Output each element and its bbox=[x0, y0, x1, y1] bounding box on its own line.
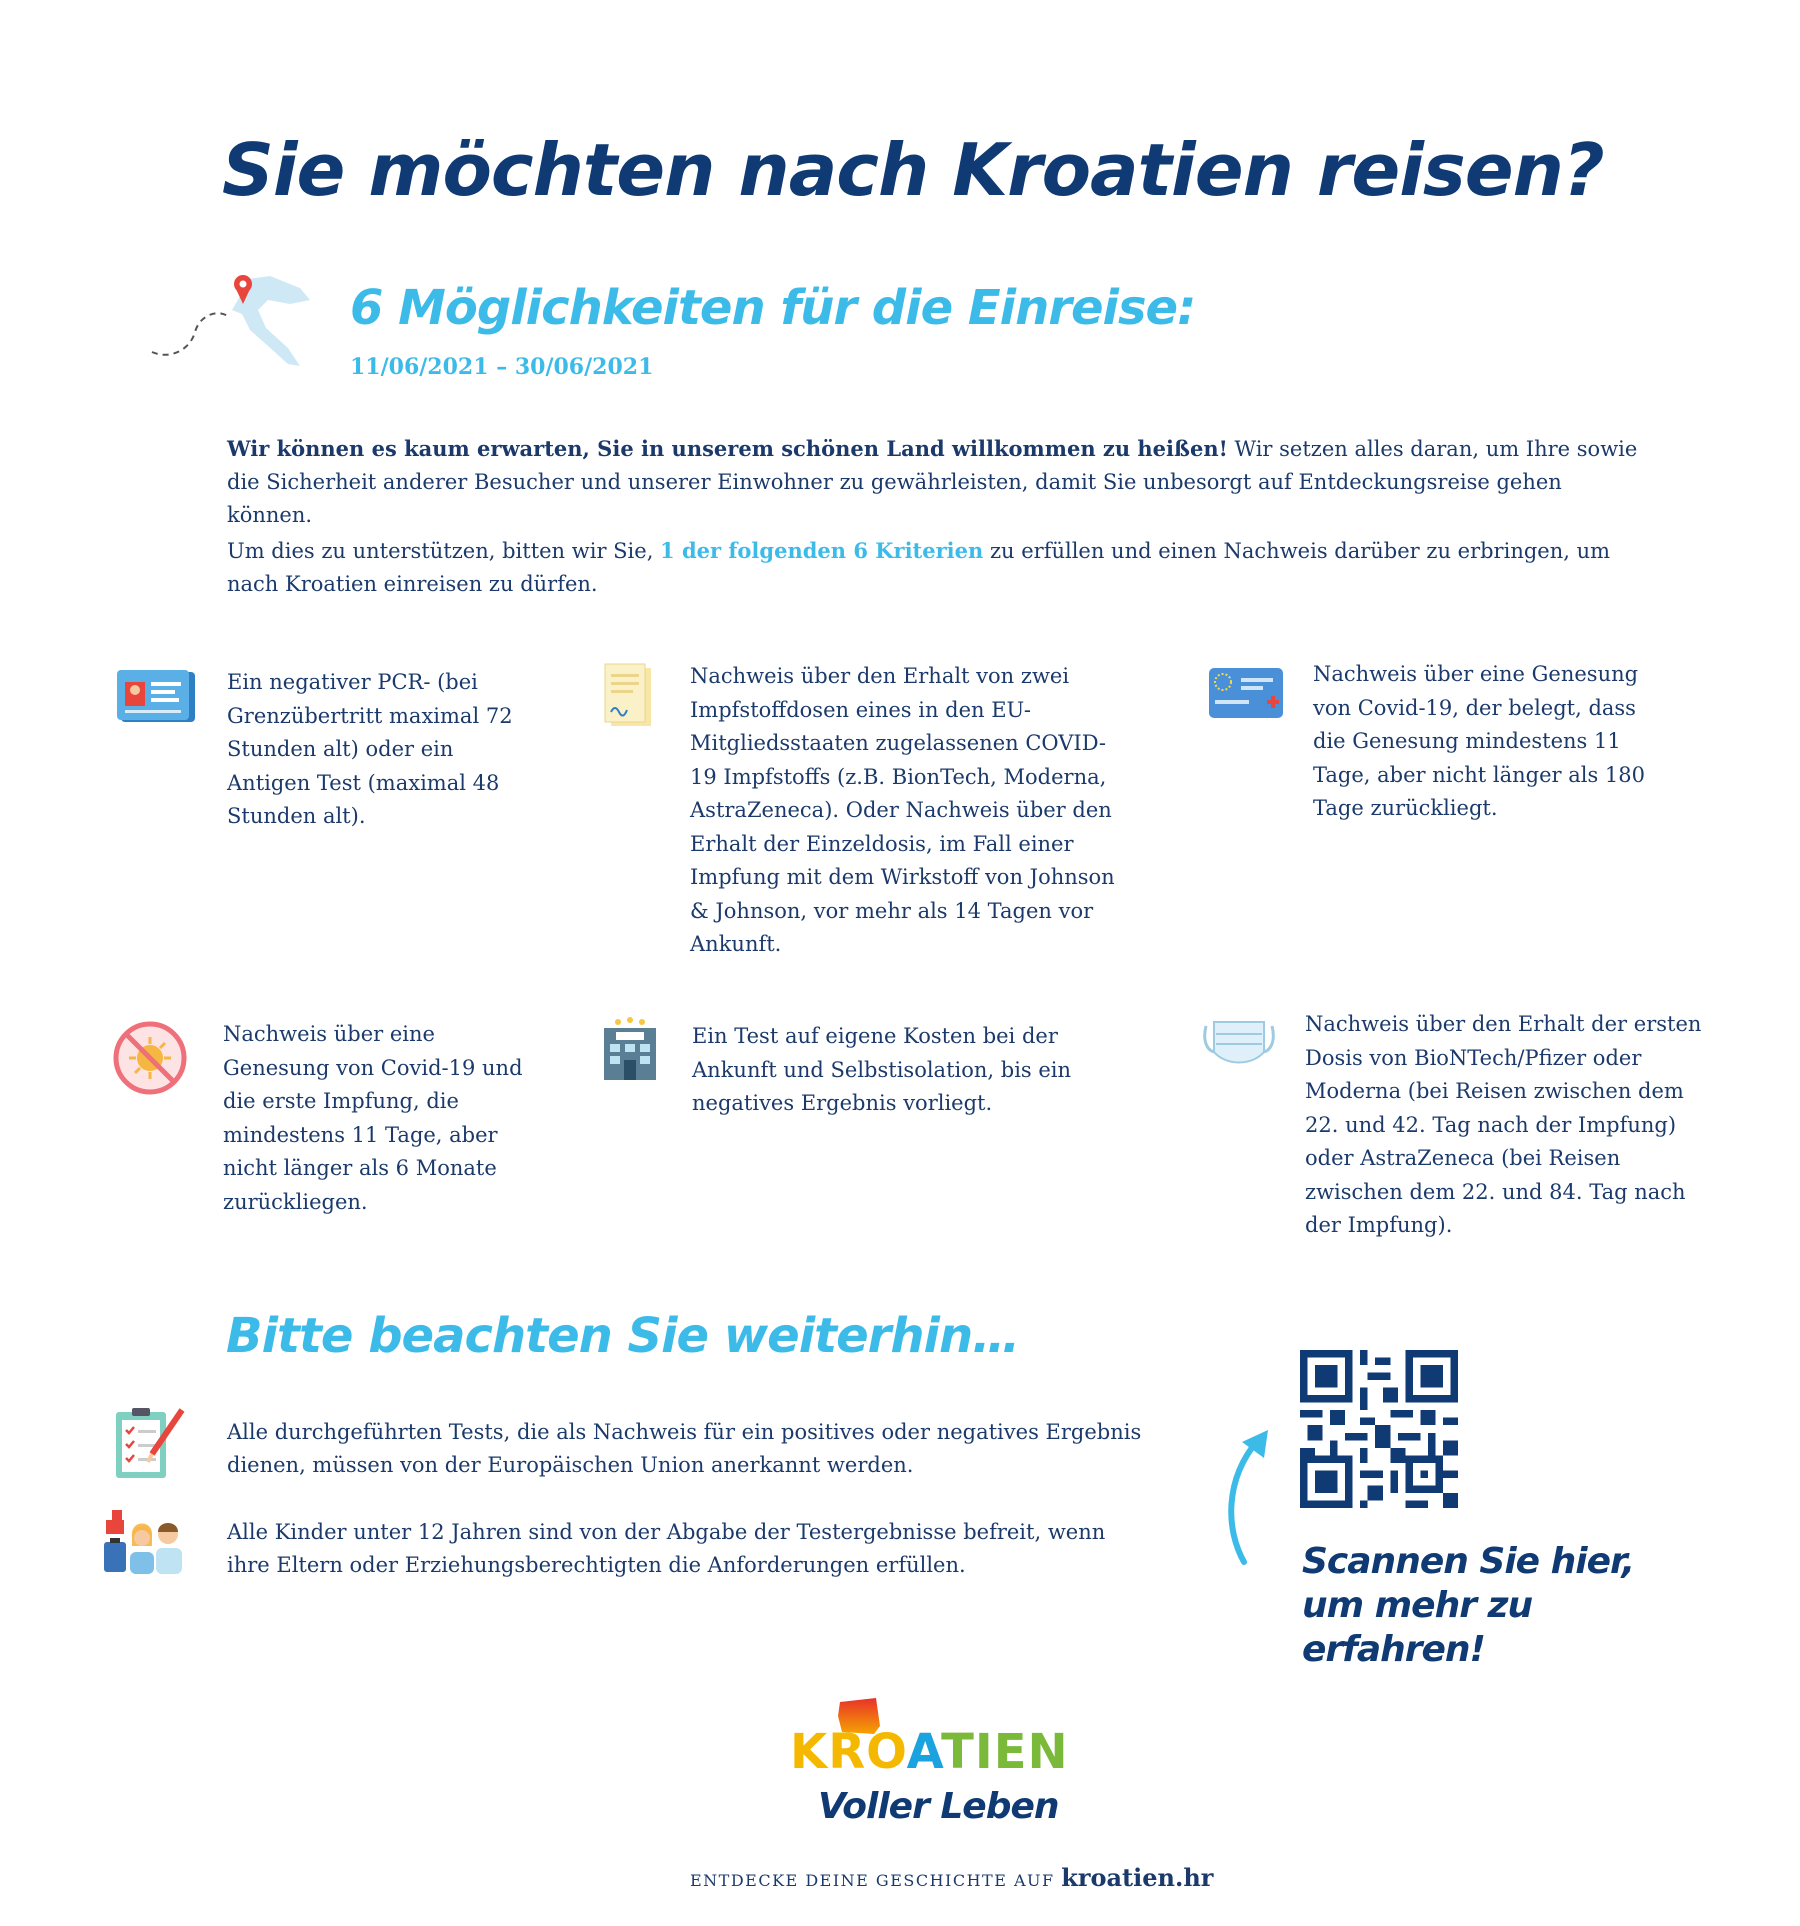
logo-letters: KRO bbox=[790, 1724, 907, 1780]
qr-caption: Scannen Sie hier, um mehr zu erfahren! bbox=[1302, 1541, 1635, 1670]
criteria-highlight: 1 der folgenden 6 Kriterien bbox=[660, 538, 984, 563]
page-title: Sie möchten nach Kroatien reisen? bbox=[222, 128, 1604, 212]
document-icon bbox=[603, 662, 655, 730]
footer-prefix: ENTDECKE DEINE GESCHICHTE AUF bbox=[690, 1871, 1062, 1890]
face-mask-icon bbox=[1202, 1012, 1276, 1072]
intro-paragraph-2 bbox=[227, 534, 1647, 601]
note-text: Alle Kinder unter 12 Jahren sind von der Abgabe der Testergebnisse befreit, wenn ihre Eltern oder Erziehungsberechtigten die Anforderungen erfüllen. bbox=[227, 1520, 1106, 1577]
date-range: 11/06/2021 – 30/06/2021 bbox=[350, 354, 654, 380]
criterion-text: Nachweis über eine Genesung von Covid-19 und die erste Impfung, die mindestens 11 Tage, aber nicht länger als 6 Monate zurückliegen. bbox=[223, 1022, 523, 1214]
intro-paragraph-1 bbox=[227, 432, 1647, 532]
qr-code[interactable] bbox=[1300, 1350, 1458, 1508]
section-subtitle: 6 Möglichkeiten für die Einreise: bbox=[350, 280, 1196, 336]
criterion-text: Nachweis über den Erhalt von zwei Impfstoffdosen eines in den EU-Mitgliedsstaaten zugelassenen COVID-19 Impfstoffs (z.B. BionTech, Moderna, AstraZeneca). Oder Nachweis über den Erhalt der Einzeldosis, im Fall einer Impfung mit dem Wirkstoff von Johnson & Johnson, vor mehr als 14 Tagen vor Ankunft. bbox=[690, 664, 1115, 956]
logo-letters: A bbox=[906, 1724, 942, 1780]
curved-arrow-icon bbox=[1218, 1420, 1288, 1570]
intro-text: Wir setzen alles daran, um Ihre sowie die Sicherheit anderer Besucher und unserer Einwohner zu gewährleisten, damit Sie unbesorgt auf Entdeckungsreise gehen können. bbox=[227, 437, 1638, 527]
intro-text: zu erfüllen und einen Nachweis darüber zu erbringen, um nach Kroatien einreisen zu dürfen. bbox=[227, 539, 1611, 596]
logo-wordmark bbox=[790, 1724, 1069, 1780]
criterion-text: Ein negativer PCR- (bei Grenzübertritt maximal 72 Stunden alt) oder ein Antigen Test (maximal 48 Stunden alt). bbox=[227, 670, 513, 828]
criterion-text: Ein Test auf eigene Kosten bei der Ankunft und Selbstisolation, bis ein negatives Ergebnis vorliegt. bbox=[692, 1024, 1072, 1115]
criterion-text: Nachweis über eine Genesung von Covid-19, der belegt, dass die Genesung mindestens 11 Tage, aber nicht länger als 180 Tage zurückliegt. bbox=[1313, 662, 1645, 820]
logo-letters: TIEN bbox=[941, 1724, 1069, 1780]
footer bbox=[690, 1863, 1213, 1892]
intro-bold-text: Wir können es kaum erwarten, Sie in unserem schönen Land willkommen zu heißen! bbox=[227, 436, 1228, 461]
family-travel-icon bbox=[102, 1506, 194, 1576]
no-virus-icon bbox=[112, 1020, 188, 1096]
hotel-icon bbox=[600, 1016, 660, 1082]
notes-heading: Bitte beachten Sie weiterhin… bbox=[226, 1308, 1020, 1364]
id-card-icon bbox=[115, 668, 197, 726]
footer-website-link[interactable]: kroatien.hr bbox=[1061, 1863, 1214, 1892]
eu-certificate-card-icon bbox=[1207, 666, 1285, 720]
note-text: Alle durchgeführten Tests, die als Nachweis für ein positives oder negatives Ergebnis dienen, müssen von der Europäischen Union anerkannt werden. bbox=[227, 1420, 1142, 1477]
criterion-text: Nachweis über den Erhalt der ersten Dosis von BioNTech/Pfizer oder Moderna (bei Reisen zwischen dem 22. und 42. Tag nach der Impfung) oder AstraZeneca (bei Reisen zwischen dem 22. und 84. Tag nach der Impfung). bbox=[1305, 1012, 1702, 1237]
clipboard-checklist-icon bbox=[110, 1404, 188, 1482]
logo-tagline: Voller Leben bbox=[818, 1786, 1059, 1827]
croatia-map-icon bbox=[150, 270, 320, 380]
intro-text: Um dies zu unterstützen, bitten wir Sie, bbox=[227, 539, 661, 563]
